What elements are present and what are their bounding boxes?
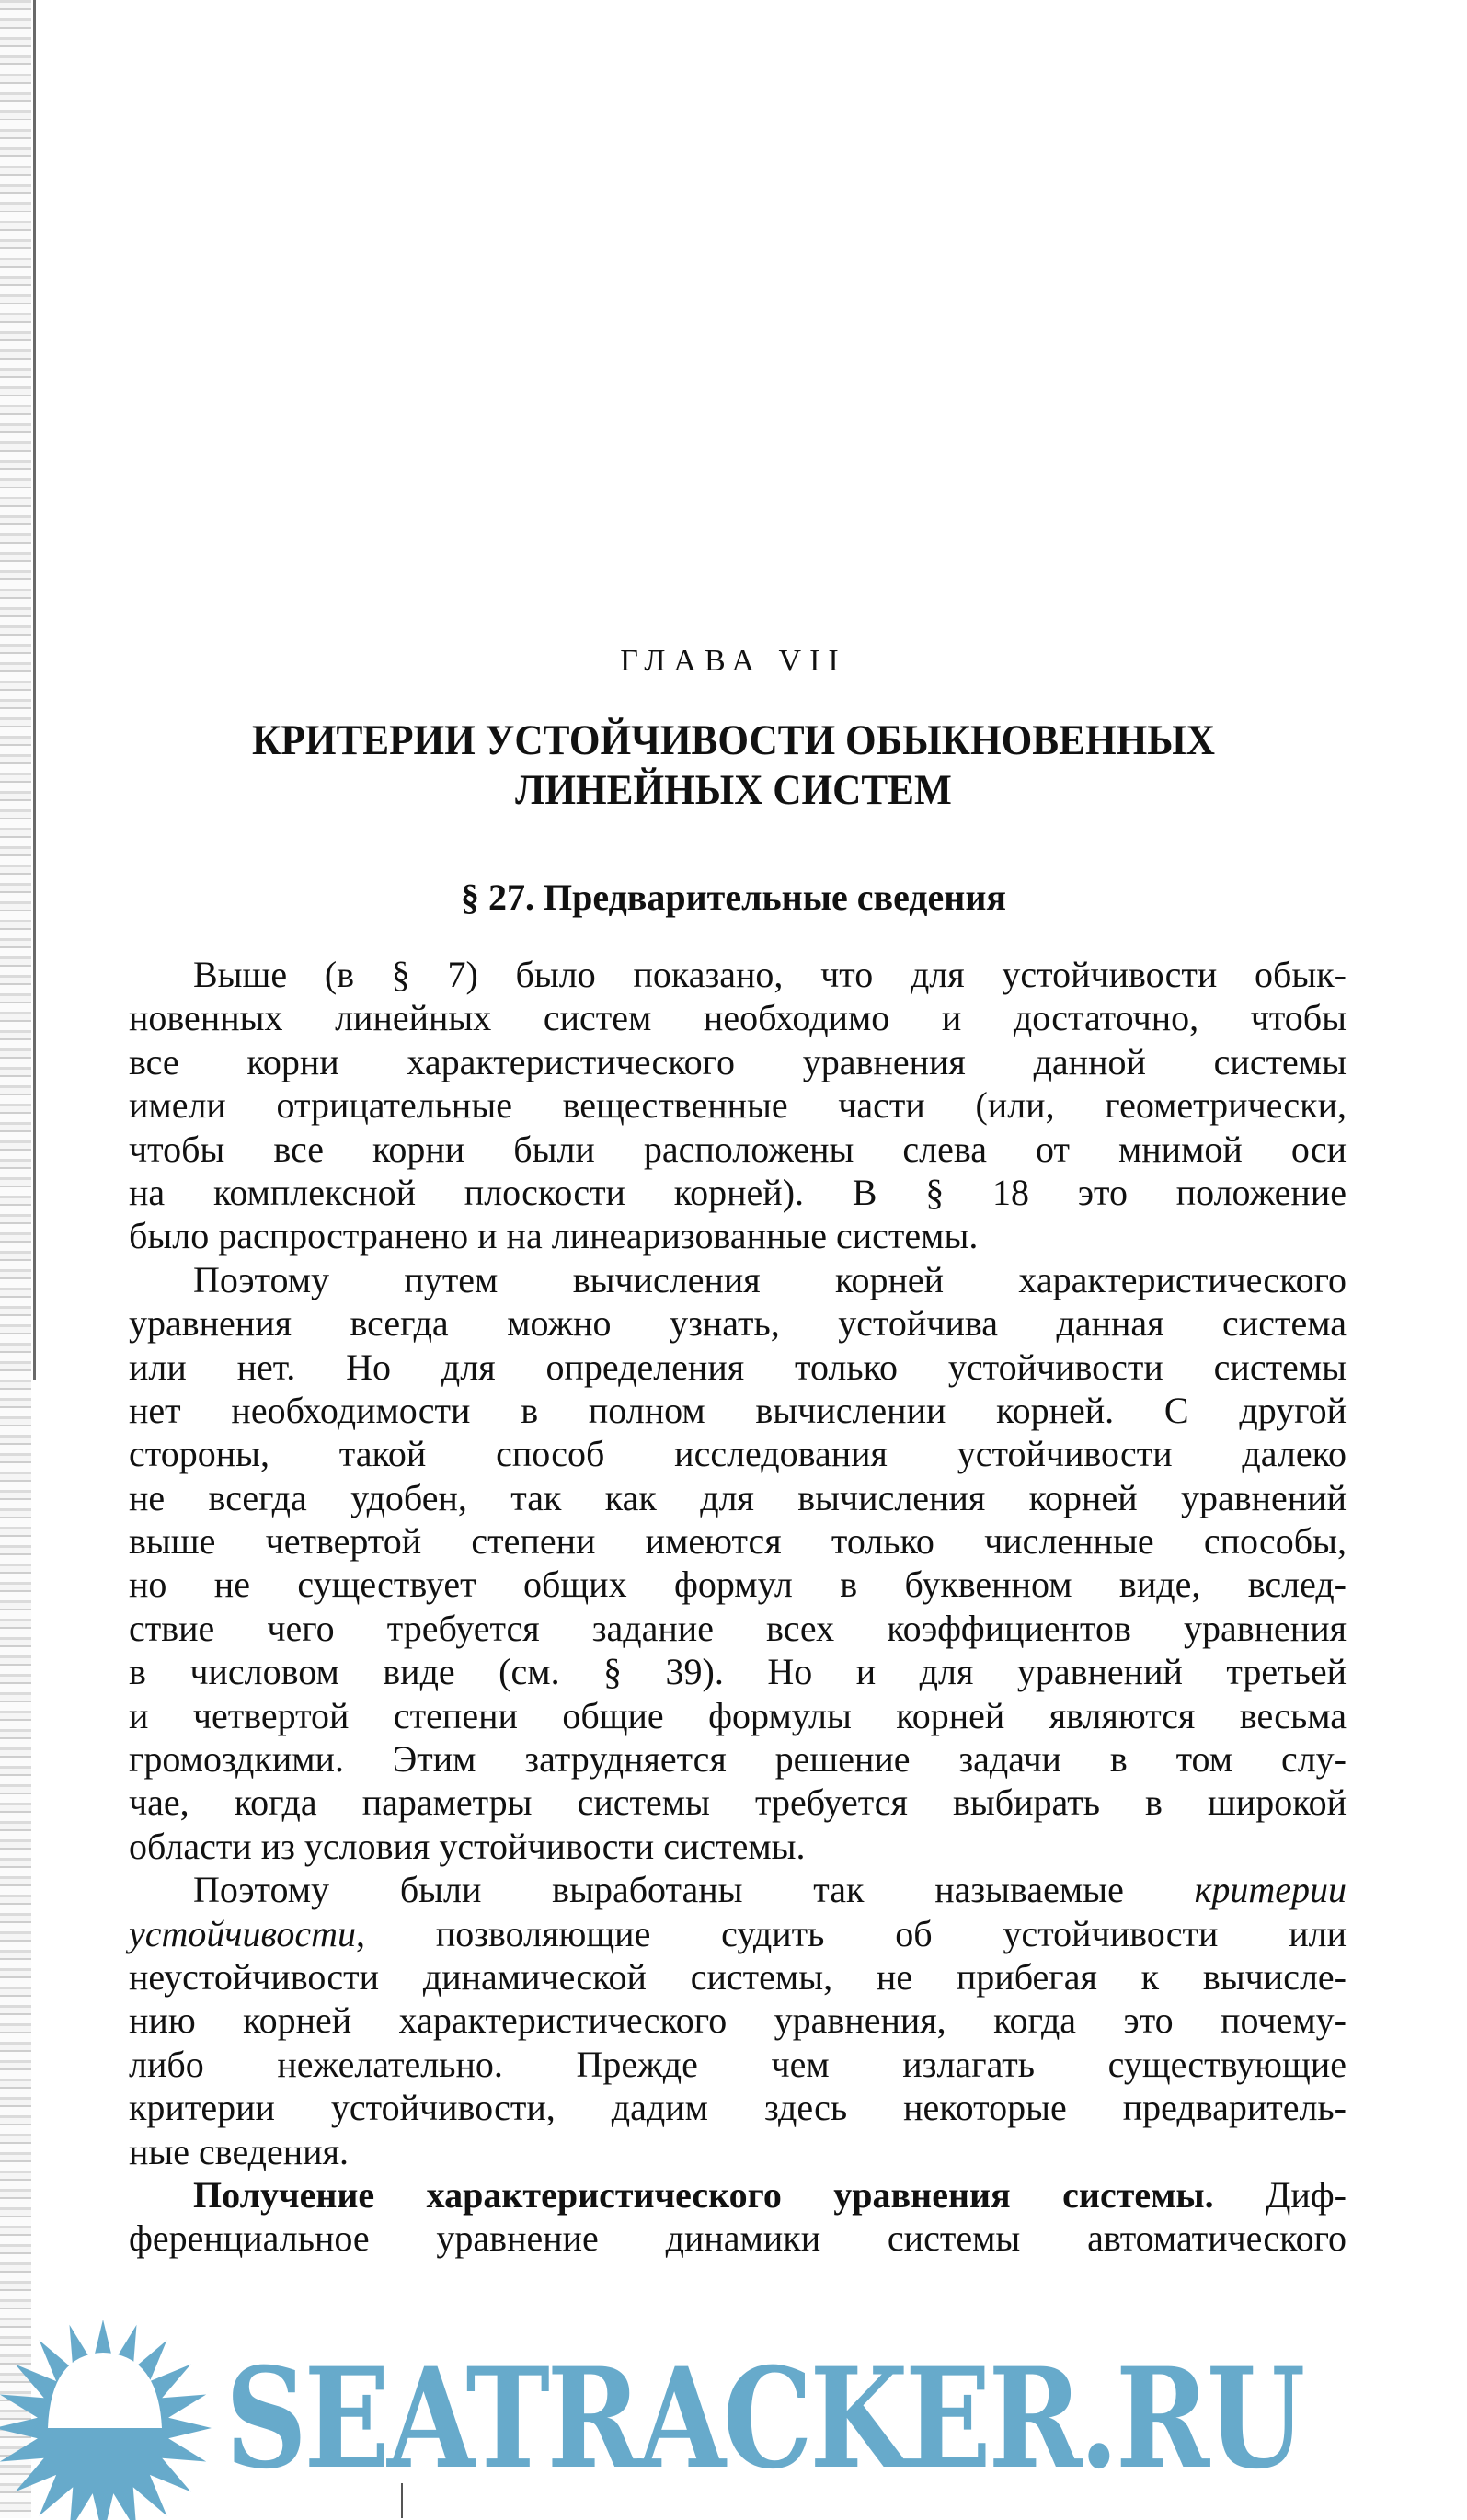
text-line: новенных линейных систем необходимо и достаточно, чтобы — [129, 997, 1347, 1039]
bold-run-in-heading: Получение характеристического уравнения системы. — [193, 2173, 1214, 2216]
text-line: стороны, такой способ исследования устойчивости далеко — [129, 1433, 1347, 1475]
text-line: области из условия устойчивости системы. — [129, 1825, 806, 1867]
text-segment: , позволяющие судить об устойчивости или — [355, 1912, 1347, 1954]
text-line — [129, 2173, 1347, 2216]
sun-logo-icon — [0, 2299, 221, 2520]
text-line: либо нежелательно. Прежде чем излагать существующие — [129, 2043, 1347, 2085]
text-line: выше четвертой степени имеются только численные способы, — [129, 1520, 1347, 1563]
text-line: на комплексной плоскости корней). В § 18 это положение — [129, 1171, 1347, 1213]
watermark-text: SEATRACKER.RU — [225, 2338, 1302, 2500]
watermark — [0, 2299, 1467, 2520]
chapter-heading: ГЛАВА VII — [620, 644, 847, 678]
text-segment: Поэтому были выработаны так называемые — [193, 1869, 1195, 1911]
text-line: имели отрицательные вещественные части (или, геометрически, — [129, 1084, 1347, 1127]
text-line: нет необходимости в полном вычислении корней. С другой — [129, 1389, 1347, 1431]
text-line — [129, 1868, 1347, 1911]
text-line: или нет. Но для определения только устойчивости системы — [129, 1346, 1347, 1388]
text-line: но не существует общих формул в буквенном виде, вслед- — [129, 1564, 1347, 1606]
italic-term: критерии — [1194, 1869, 1347, 1911]
text-line: неустойчивости динамической системы, не прибегая к вычисле- — [129, 1955, 1347, 1998]
text-line: чае, когда параметры системы требуется выбирать в широкой — [129, 1781, 1347, 1824]
text-line — [129, 1912, 1347, 1955]
scan-edge-artifact — [0, 0, 31, 2518]
text-line: было распространено и на линеаризованные системы. — [129, 1215, 979, 1257]
chapter-title-line-1: КРИТЕРИИ УСТОЙЧИВОСТИ ОБЫКНОВЕННЫХ — [252, 716, 1215, 764]
text-segment: Диф- — [1213, 2173, 1347, 2216]
text-line: не всегда удобен, так как для вычисления корней уравнений — [129, 1476, 1347, 1518]
section-heading: § 27. Предварительные сведения — [460, 876, 1007, 918]
chapter-title-line-2: ЛИНЕЙНЫХ СИСТЕМ — [515, 766, 952, 814]
text-line: критерии устойчивости, дадим здесь некоторые предваритель- — [129, 2087, 1347, 2129]
text-line: в числовом виде (см. § 39). Но и для уравнений третьей — [129, 1651, 1347, 1693]
text-line: уравнения всегда можно узнать, устойчива данная система — [129, 1302, 1347, 1345]
text-line: нию корней характеристического уравнения, когда это почему- — [129, 1999, 1347, 2042]
scan-margin-line — [33, 0, 36, 1380]
text-line: ствие чего требуется задание всех коэффициентов уравнения — [129, 1607, 1347, 1649]
text-line: и четвертой степени общие формулы корней являются весьма — [129, 1694, 1347, 1736]
text-line: чтобы все корни были расположены слева от мнимой оси — [129, 1128, 1347, 1170]
text-line: Выше (в § 7) было показано, что для устойчивости обык- — [193, 954, 1347, 995]
text-line: Поэтому путем вычисления корней характеристического — [193, 1258, 1347, 1300]
text-line: громоздкими. Этим затрудняется решение задачи в том слу- — [129, 1738, 1347, 1781]
body-text — [129, 953, 1347, 2261]
text-line: все корни характеристического уравнения данной системы — [129, 1040, 1347, 1082]
text-line: ференциальное уравнение динамики системы автоматического — [129, 2217, 1347, 2260]
text-line: ные сведения. — [129, 2130, 349, 2172]
italic-term: устойчивости — [129, 1912, 356, 1954]
